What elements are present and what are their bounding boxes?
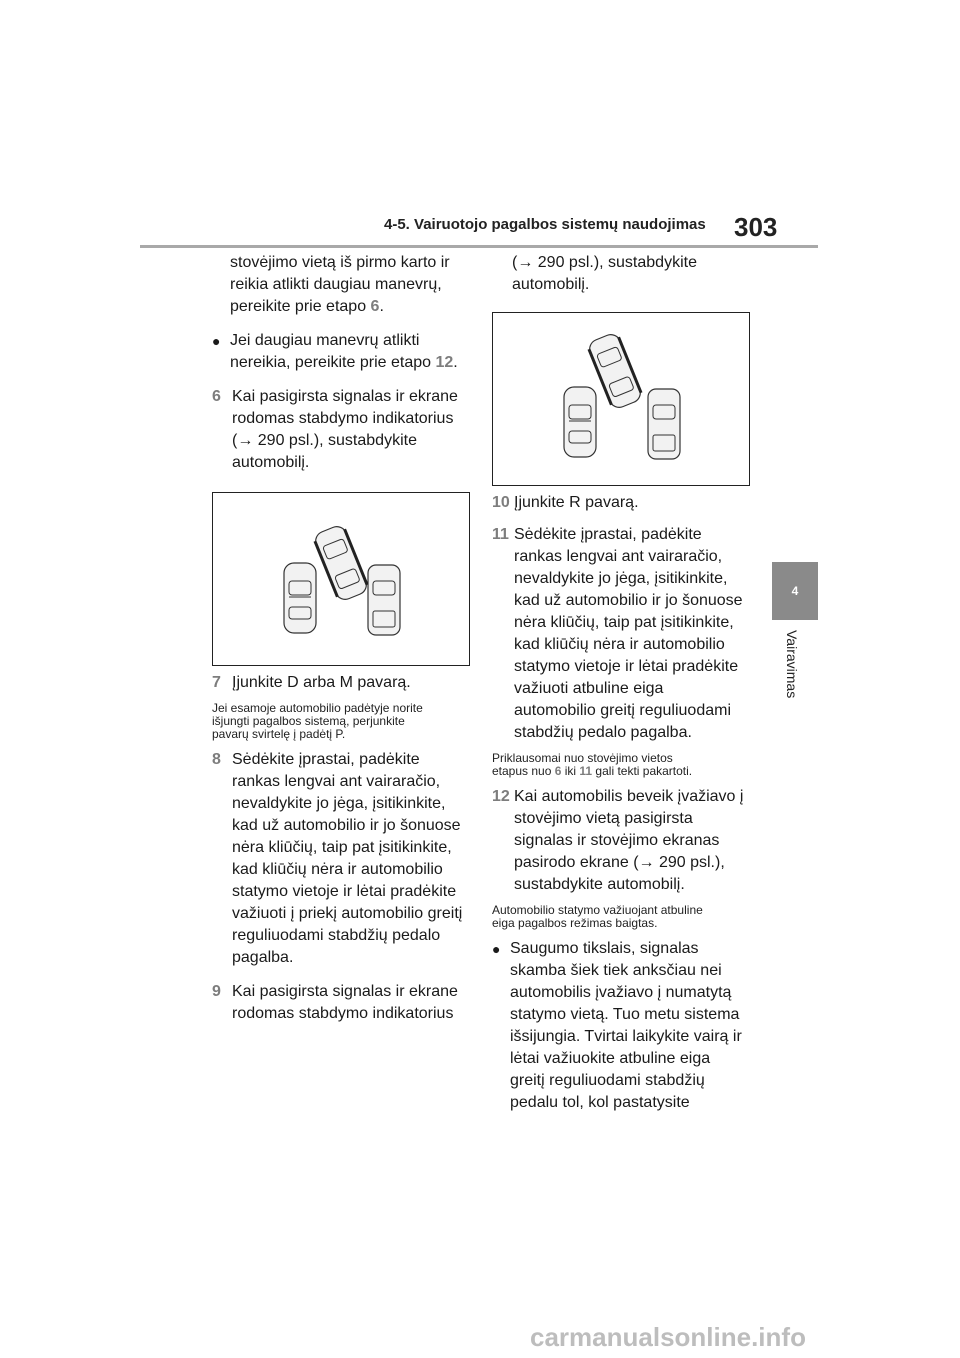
parking-cars-illustration <box>213 493 469 665</box>
step-reference: 12 <box>435 354 454 371</box>
moving-car-icon <box>313 524 370 603</box>
text-line <box>230 352 470 374</box>
text-span: pereikite prie etapo <box>230 298 371 315</box>
step-reference: 11 <box>579 764 593 778</box>
text-line: sustabdykite automobilį. <box>514 876 685 893</box>
text-line: Kai pasigirsta signalas ir ekrane <box>232 983 458 1000</box>
step-number: 10 <box>492 494 510 511</box>
chapter-label: Vairavimas <box>784 630 800 699</box>
text-line: (→ 290 psl.), sustabdykite <box>512 254 697 271</box>
text-line: stovėjimo vietą pasigirsta <box>514 810 693 827</box>
text-line: skamba šiek tiek anksčiau nei <box>510 962 722 979</box>
text-line: reguliuodami stabdžių pedalo <box>232 927 441 944</box>
parking-figure-forward <box>212 492 470 666</box>
step-reference: 6 <box>370 298 380 315</box>
parking-cars-illustration <box>493 313 749 485</box>
chapter-tab <box>772 562 818 620</box>
note-paragraph <box>492 904 754 930</box>
bullet-item <box>492 938 754 1114</box>
chapter-number: 4 <box>791 584 799 598</box>
step-9-continuation <box>492 252 754 296</box>
parked-car-left-icon <box>564 387 596 457</box>
bullet-dot-icon: ● <box>212 333 221 349</box>
text-line: pavarų svirtelę į padėtį P. <box>212 727 346 741</box>
text-line: kad už automobilio ir jo šonuose <box>514 592 743 609</box>
text-line: Sėdėkite įprastai, padėkite <box>232 751 420 768</box>
text-line: reikia atlikti daugiau manevrų, <box>230 276 442 293</box>
text-span: gali tekti pakartoti. <box>592 764 693 778</box>
text-line: Sėdėkite įprastai, padėkite <box>514 526 702 543</box>
text-line: stabdžių pedalo pagalba. <box>514 724 692 741</box>
right-column <box>492 252 754 1114</box>
text-line: nevaldykite jo jėga, įsitikinkite, <box>232 795 446 812</box>
text-line: važiuoti atbuline eiga <box>514 680 664 697</box>
text-line: eiga pagalbos režimas baigtas. <box>492 916 658 930</box>
text-line: Kai pasigirsta signalas ir ekrane <box>232 388 458 405</box>
text-span: iki <box>561 764 580 778</box>
text-line: važiuoti į priekį automobilio greitį <box>232 905 463 922</box>
text-line <box>230 296 470 318</box>
text-line <box>492 765 754 778</box>
text-line: automobilį. <box>512 276 590 293</box>
text-line: Jei daugiau manevrų atlikti <box>230 332 420 349</box>
page-number: 303 <box>734 212 778 242</box>
text-line: pedalu tol, kol pastatysite <box>510 1094 690 1111</box>
text-line: Kai automobilis beveik įvažiavo į <box>514 788 744 805</box>
text-line: nėra kliūčių, taip pat įsitikinkite, <box>232 839 452 856</box>
footer-watermark: carmanualsonline.info <box>530 1322 806 1352</box>
text-line: statymo vietoje ir lėtai pradėkite <box>514 658 739 675</box>
step-number: 9 <box>212 983 221 1000</box>
step-6 <box>212 386 470 474</box>
text-line: rodomas stabdymo indikatorius <box>232 1005 454 1022</box>
text-line: statymo vietą. Tuo metu sistema <box>510 1006 740 1023</box>
left-column <box>212 252 470 1025</box>
step-number: 8 <box>212 751 221 768</box>
text-line: kad kliūčių nėra ir automobilio <box>514 636 725 653</box>
parked-car-left-icon <box>284 563 316 633</box>
text-line: automobilį. <box>232 454 310 471</box>
text-line: signalas ir stovėjimo ekranas <box>514 832 720 849</box>
text-line: automobilis įvažiavo į numatytą <box>510 984 732 1001</box>
text-line: Įjunkite R pavarą. <box>514 494 639 511</box>
step-reference: 6 <box>554 764 562 778</box>
step-8 <box>212 749 470 969</box>
text-line: statymo vietoje ir lėtai pradėkite <box>232 883 457 900</box>
text-line: Saugumo tikslais, signalas <box>510 940 699 957</box>
text-span: . <box>379 298 384 315</box>
text-line: pasirodo ekrane (→ 290 psl.), <box>514 854 725 871</box>
step-10 <box>492 492 754 514</box>
text-line: Jei esamoje automobilio padėtyje norite <box>212 701 423 715</box>
text-span: . <box>453 354 458 371</box>
text-line: Įjunkite D arba M pavarą. <box>232 674 411 691</box>
note-paragraph <box>212 702 470 741</box>
parking-figure-reverse <box>492 312 750 486</box>
step-number: 7 <box>212 674 221 691</box>
header-divider <box>140 245 818 248</box>
text-line: išsijungia. Tvirtai laikykite vairą ir <box>510 1028 742 1045</box>
step-9 <box>212 981 470 1025</box>
section-title: 4-5. Vairuotojo pagalbos sistemų naudojimas <box>384 216 706 233</box>
text-line: lėtai važiuokite atbuline eiga <box>510 1050 711 1067</box>
text-line: pagalba. <box>232 949 294 966</box>
text-line: kad kliūčių nėra ir automobilio <box>232 861 443 878</box>
text-span: nereikia, pereikite prie etapo <box>230 354 436 371</box>
text-line: išjungti pagalbos sistemą, perjunkite <box>212 714 405 728</box>
step-number: 6 <box>212 388 221 405</box>
text-line: rodomas stabdymo indikatorius <box>232 410 454 427</box>
text-line: stovėjimo vietą iš pirmo karto ir <box>230 254 450 271</box>
text-line: nėra kliūčių, taip pat įsitikinkite, <box>514 614 734 631</box>
text-line: Automobilio statymo važiuojant atbuline <box>492 903 703 917</box>
text-line: kad už automobilio ir jo šonuose <box>232 817 461 834</box>
text-line: greitį reguliuodami stabdžių <box>510 1072 705 1089</box>
step-7 <box>212 672 470 694</box>
step-number: 12 <box>492 788 510 805</box>
step-11 <box>492 524 754 744</box>
note-paragraph <box>492 752 754 778</box>
text-line: automobilio greitį reguliuodami <box>514 702 732 719</box>
text-line: nevaldykite jo jėga, įsitikinkite, <box>514 570 728 587</box>
step-12 <box>492 786 754 896</box>
text-line: rankas lengvai ant vairaračio, <box>232 773 441 790</box>
text-line: (→ 290 psl.), sustabdykite <box>232 432 417 449</box>
step-number: 11 <box>492 526 509 543</box>
bullet-item <box>212 330 470 374</box>
intro-paragraph <box>212 252 470 318</box>
text-span: etapus nuo <box>492 764 555 778</box>
text-line: rankas lengvai ant vairaračio, <box>514 548 723 565</box>
bullet-dot-icon: ● <box>492 941 501 957</box>
text-line: Priklausomai nuo stovėjimo vietos <box>492 751 673 765</box>
